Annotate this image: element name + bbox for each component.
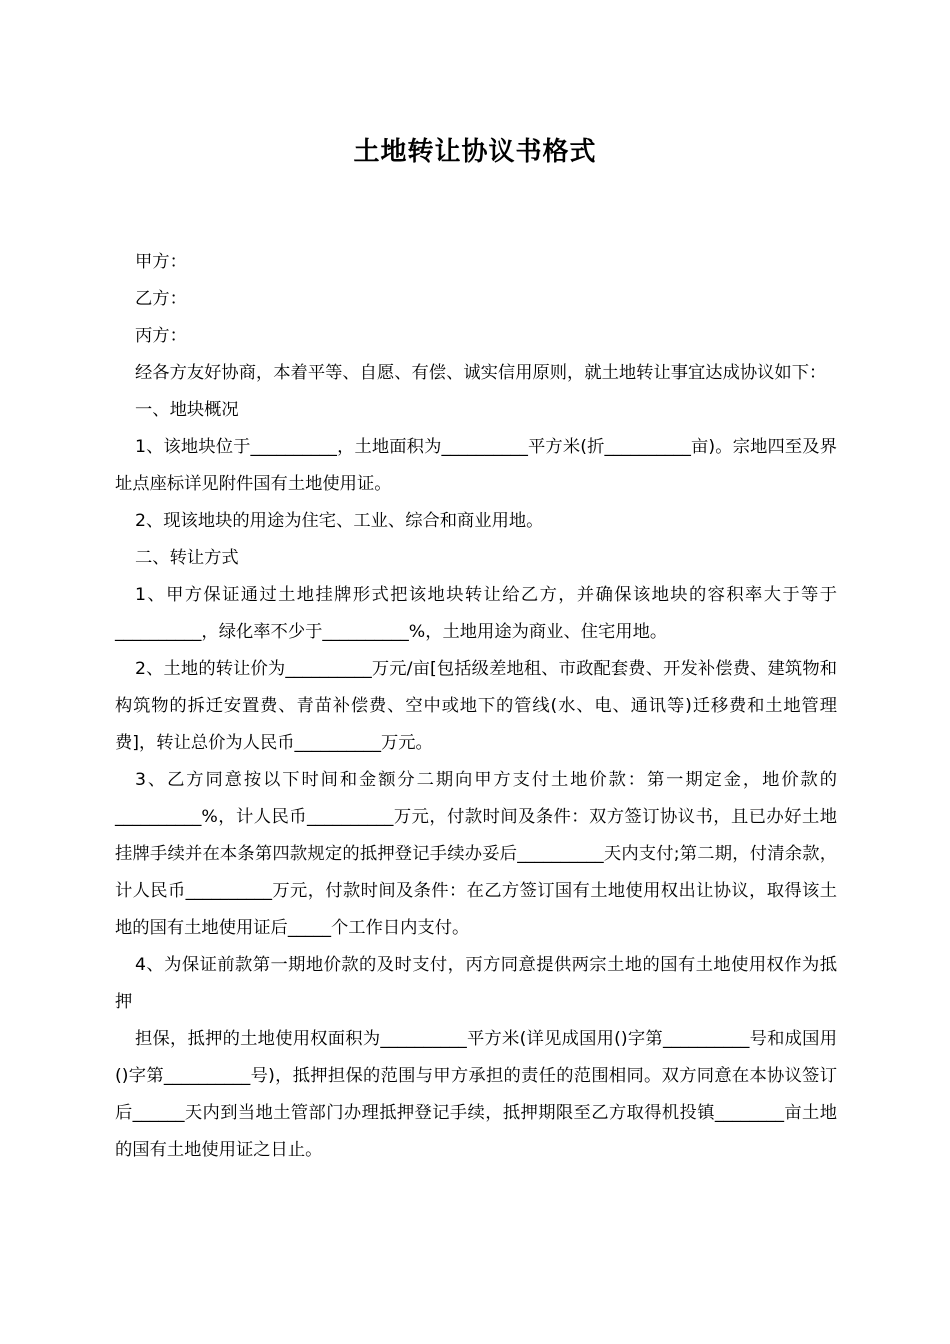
clause-1-2: 2、现该地块的用途为住宅、工业、综合和商业用地。 [135, 511, 544, 531]
party-c-line: 丙方： [135, 326, 187, 346]
clause-2-4: 4、为保证前款第一期地价款的及时支付，丙方同意提供两宗土地的国有土地使用权作为抵押 [115, 955, 837, 1012]
document-title: 土地转让协议书格式 [353, 137, 597, 167]
section-heading-1: 一、地块概况 [135, 400, 239, 420]
party-b-line: 乙方： [135, 289, 187, 309]
clause-1-1: 1、该地块位于__________，土地面积为__________平方米(折__________亩)。宗地四至及界址点座标详见附件国有土地使用证。 [115, 437, 837, 494]
clause-2-3: 3、乙方同意按以下时间和金额分二期向甲方支付土地价款：第一期定金，地价款的__________%，计人民币__________万元，付款时间及条件：双方签订协议书，且已办好土地挂牌手续并在本条第四款规定的抵押登记手续办妥后__________天内支付;第二期，付清余款，计人民币__________万元，付款时间及条件：在乙方签订国有土地使用权出让协议，取得该土地的国有土地使用证后_____个工作日内支付。 [115, 770, 837, 938]
section-heading-2: 二、转让方式 [135, 548, 239, 568]
clause-2-4-continued: 担保，抵押的土地使用权面积为__________平方米(详见成国用()字第__________号和成国用()字第__________号)，抵押担保的范围与甲方承担的责任的范围相同。双方同意在本协议签订后______天内到当地土管部门办理抵押登记手续，抵押期限至乙方取得机投镇________亩土地的国有土地使用证之日止。 [115, 1029, 837, 1160]
clause-2-2: 2、土地的转让价为__________万元/亩[包括级差地租、市政配套费、开发补偿费、建筑物和构筑物的拆迁安置费、青苗补偿费、空中或地下的管线(水、电、通讯等)迁移费和土地管理费]，转让总价为人民币__________万元。 [115, 659, 837, 753]
preamble-paragraph: 经各方友好协商，本着平等、自愿、有偿、诚实信用原则，就土地转让事宜达成协议如下： [135, 363, 827, 383]
party-a-line: 甲方： [135, 252, 187, 272]
clause-2-1: 1、甲方保证通过土地挂牌形式把该地块转让给乙方，并确保该地块的容积率大于等于__________，绿化率不少于__________%，土地用途为商业、住宅用地。 [115, 585, 837, 642]
document-body [115, 244, 837, 1169]
